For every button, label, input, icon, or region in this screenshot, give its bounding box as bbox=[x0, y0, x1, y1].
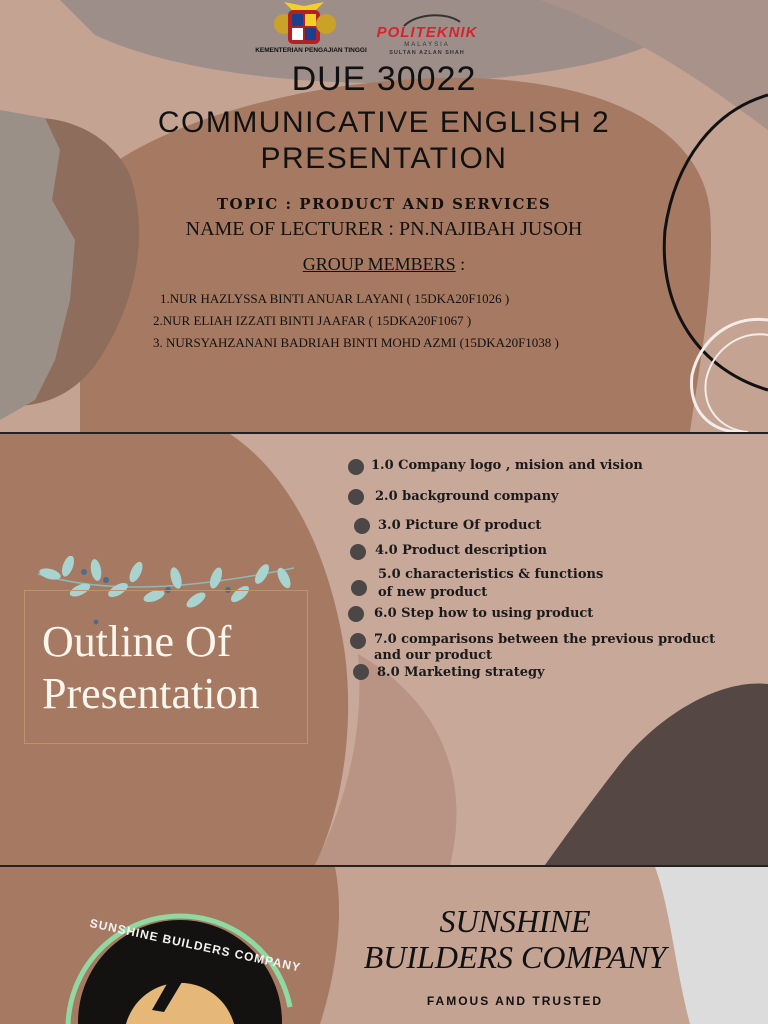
company-name-line-2: BUILDERS COMPANY bbox=[363, 939, 667, 975]
outline-item-5-continued: of new product bbox=[378, 585, 488, 600]
outline-item-8: 8.0 Marketing strategy bbox=[377, 665, 545, 680]
company-slide bbox=[0, 867, 768, 1024]
course-title bbox=[0, 105, 768, 177]
topic: TOPIC : PRODUCT AND SERVICES bbox=[216, 195, 552, 213]
politeknik-country: MALAYSIA bbox=[404, 42, 450, 48]
malaysia-crest-icon bbox=[246, 0, 376, 48]
outline-item-7: 7.0 comparisons between the previous product bbox=[374, 632, 716, 647]
outline-item-4: 4.0 Product description bbox=[375, 543, 547, 558]
politeknik-logo bbox=[362, 10, 492, 60]
outline-item-5: 5.0 characteristics & functions bbox=[378, 567, 604, 582]
bullet-icon bbox=[350, 633, 366, 649]
outline-title-line-1: Outline Of bbox=[42, 617, 232, 666]
bullet-icon bbox=[350, 544, 366, 560]
outline-item-2: 2.0 background company bbox=[375, 489, 559, 504]
bullet-icon bbox=[348, 459, 364, 475]
group-members-heading bbox=[0, 254, 768, 275]
company-tagline: FAMOUS AND TRUSTED bbox=[426, 994, 604, 1008]
course-code: DUE 30022 bbox=[291, 60, 477, 98]
title-slide bbox=[0, 0, 768, 432]
company-logo bbox=[60, 887, 303, 1024]
outline-item-7-continued: and our product bbox=[374, 648, 493, 663]
politeknik-campus: SULTAN AZLAN SHAH bbox=[389, 50, 465, 56]
politeknik-name: POLITEKNIK bbox=[376, 24, 478, 41]
member-2: 2.NUR ELIAH IZZATI BINTI JAAFAR ( 15DKA20F1067 ) bbox=[153, 313, 472, 328]
course-title-line-1: COMMUNICATIVE ENGLISH 2 bbox=[157, 106, 611, 139]
outline-item-6: 6.0 Step how to using product bbox=[374, 606, 594, 621]
bullet-icon bbox=[351, 580, 367, 596]
group-members-label: GROUP MEMBERS bbox=[302, 254, 456, 274]
outline-item-3: 3.0 Picture Of product bbox=[378, 518, 542, 533]
member-1: 1.NUR HAZLYSSA BINTI ANUAR LAYANI ( 15DKA20F1026 ) bbox=[160, 291, 510, 306]
member-3: 3. NURSYAHZANANI BADRIAH BINTI MOHD AZMI (15DKA20F1038 ) bbox=[153, 335, 559, 350]
lecturer-name: NAME OF LECTURER : PN.NAJIBAH JUSOH bbox=[185, 218, 583, 240]
outline-item-1: 1.0 Company logo , mision and vision bbox=[371, 458, 643, 473]
outline-slide bbox=[0, 434, 768, 865]
outline-title bbox=[42, 616, 260, 720]
company-name-line-1: SUNSHINE bbox=[439, 903, 591, 939]
ministry-logo bbox=[246, 0, 376, 60]
bullet-icon bbox=[348, 489, 364, 505]
outline-title-line-2: Presentation bbox=[42, 669, 260, 718]
bullet-icon bbox=[348, 606, 364, 622]
course-title-line-2: PRESENTATION bbox=[260, 142, 508, 175]
bullet-icon bbox=[353, 664, 369, 680]
bullet-icon bbox=[354, 518, 370, 534]
ministry-caption: KEMENTERIAN PENGAJIAN TINGGI bbox=[255, 47, 367, 54]
company-logo-ring-text: SUNSHINE BUILDERS COMPANY bbox=[88, 916, 303, 975]
company-name bbox=[340, 903, 690, 975]
group-members-colon: : bbox=[455, 254, 466, 274]
